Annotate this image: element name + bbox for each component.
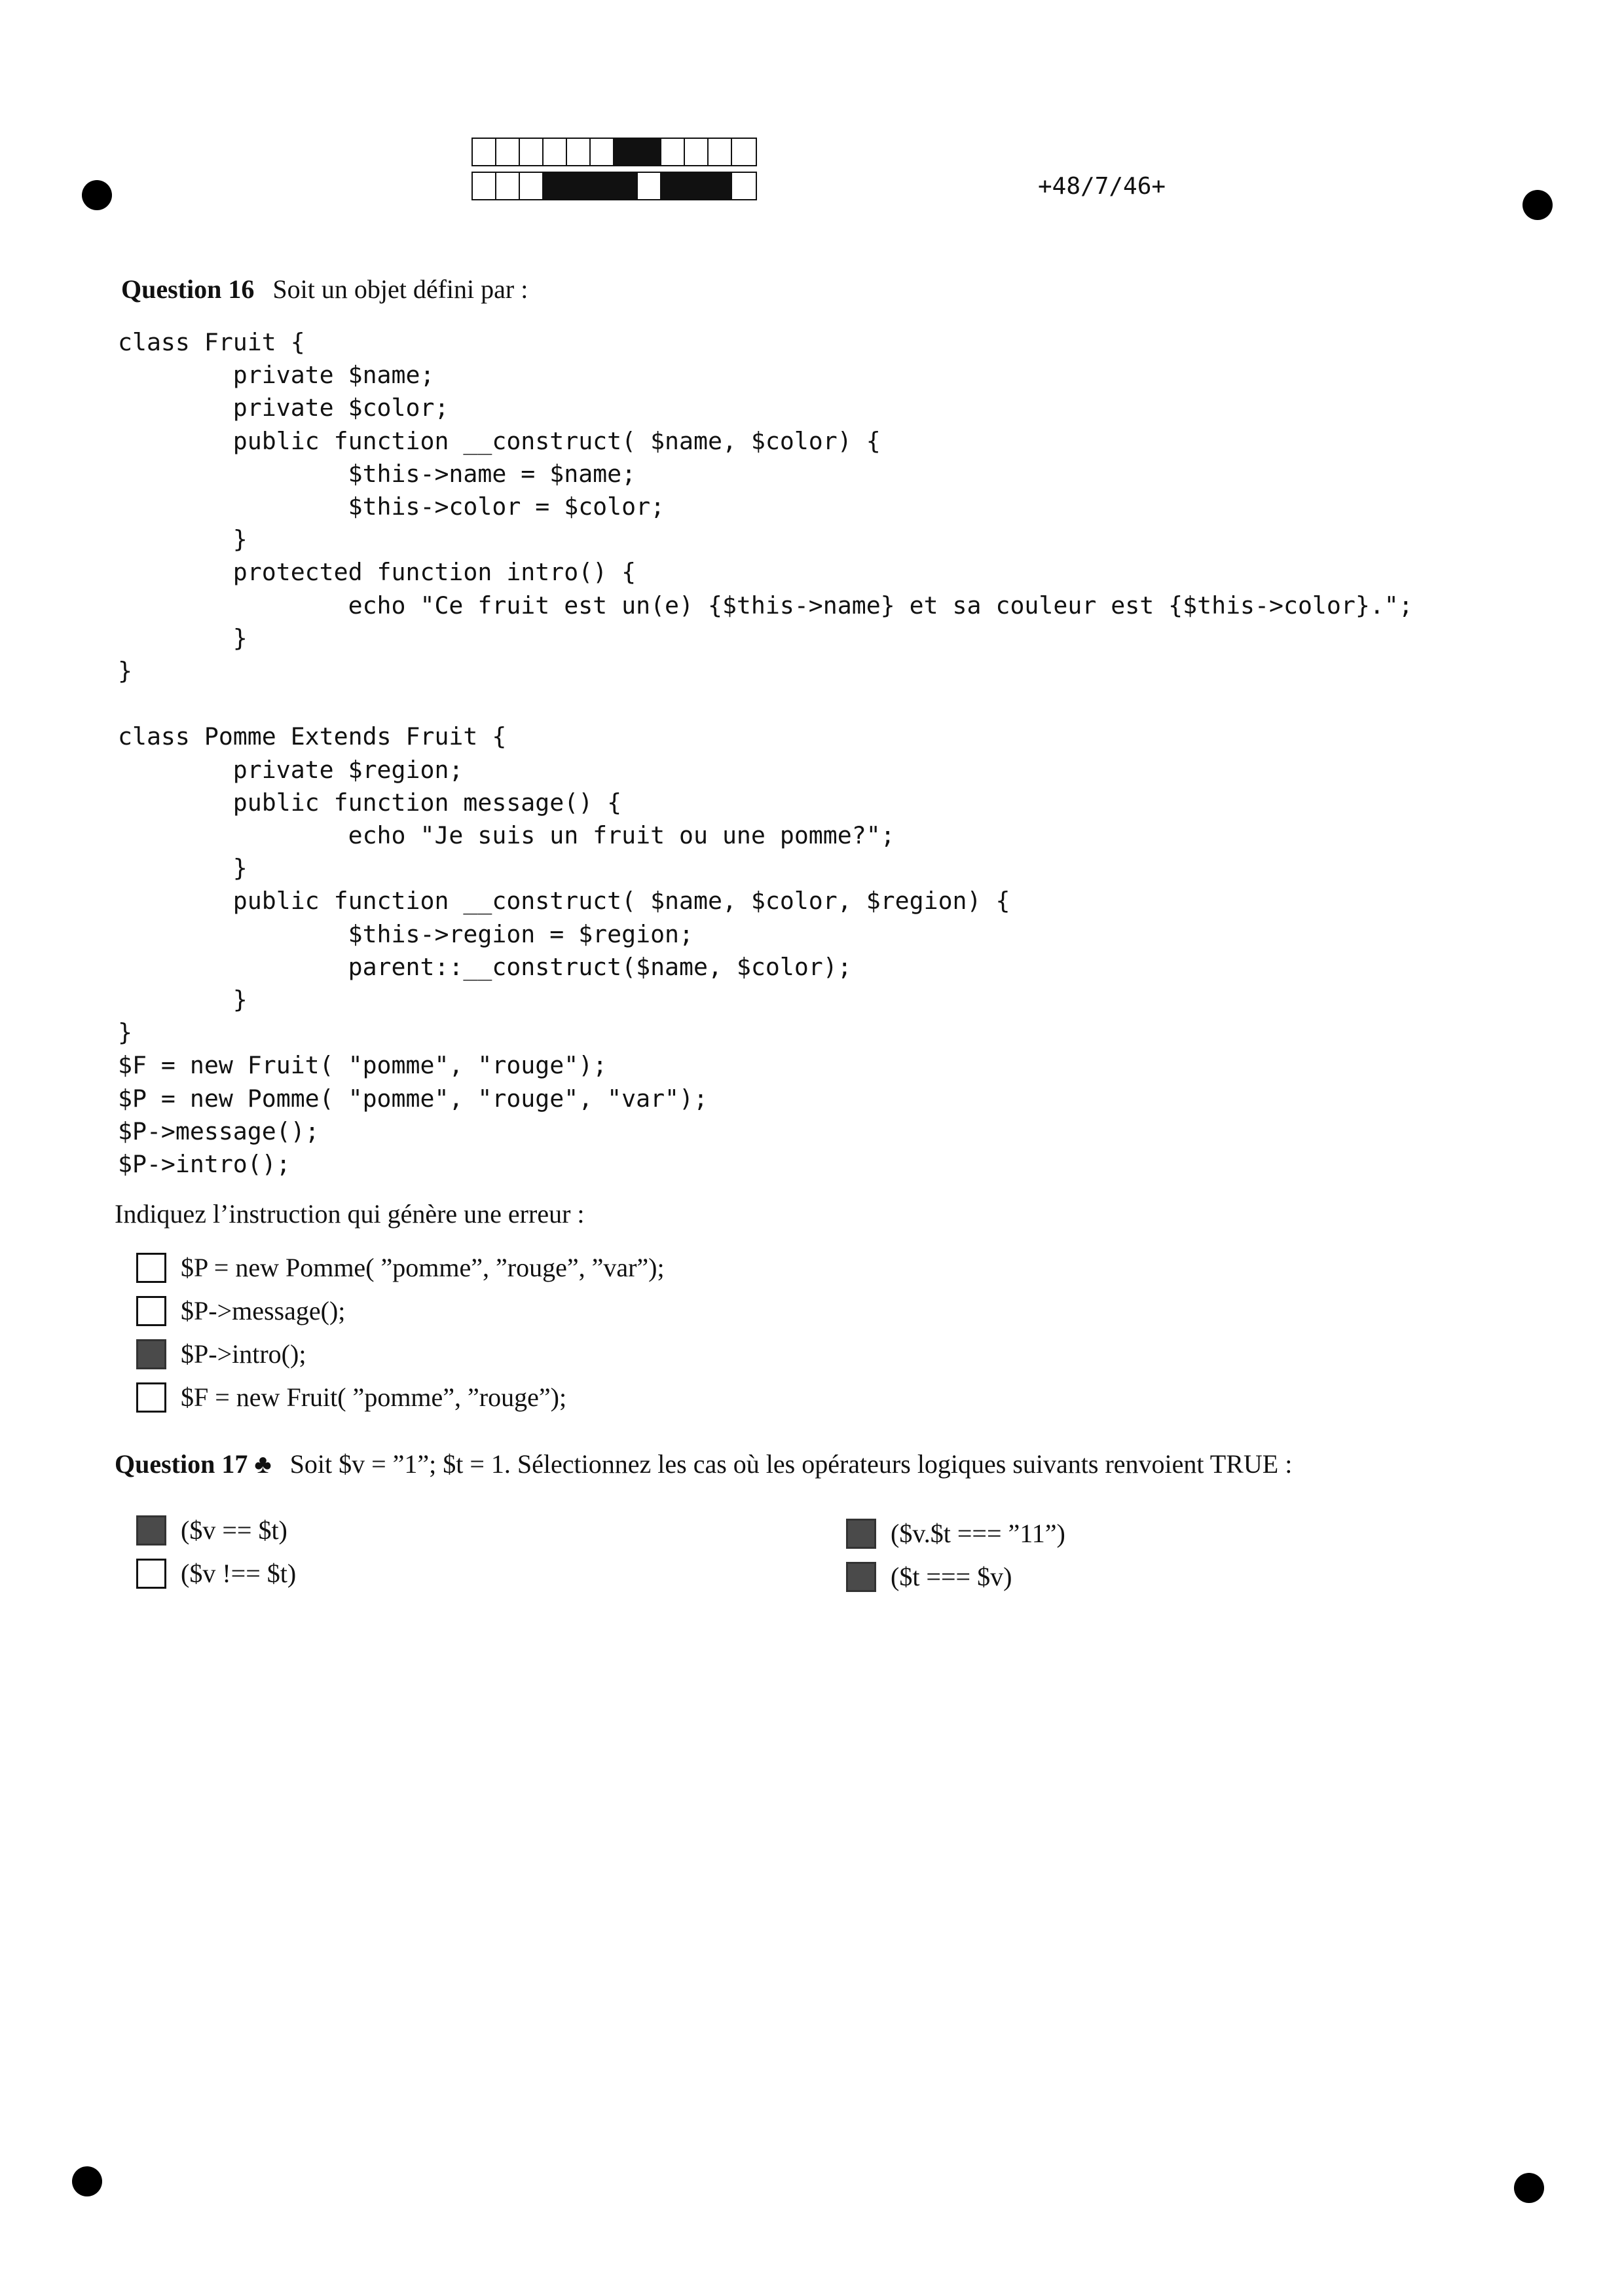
question-17-header xyxy=(115,1449,1292,1479)
code-line: } xyxy=(118,657,132,686)
id-cell xyxy=(591,139,614,165)
checkbox[interactable] xyxy=(846,1519,876,1549)
id-cell xyxy=(473,173,496,199)
checkbox[interactable] xyxy=(136,1296,166,1326)
code-line: } xyxy=(118,854,248,883)
code-line: $P->message(); xyxy=(118,1117,320,1145)
code-line: echo "Je suis un fruit ou une pomme?"; xyxy=(118,821,895,850)
q16-choice-3[interactable] xyxy=(136,1339,306,1369)
question-16-code xyxy=(118,326,1413,1181)
id-cell xyxy=(638,173,661,199)
checkbox[interactable] xyxy=(846,1562,876,1592)
code-line: $F = new Fruit( "pomme", "rouge"); xyxy=(118,1051,608,1080)
q17-choice-4[interactable] xyxy=(846,1561,1012,1592)
id-cell xyxy=(496,139,520,165)
checkbox[interactable] xyxy=(136,1515,166,1546)
code-line: } xyxy=(118,623,248,652)
code-line: public function message() { xyxy=(118,788,622,817)
code-line: echo "Ce fruit est un(e) {$this->name} et sa couleur est {$this->color}."; xyxy=(118,591,1413,620)
checkbox[interactable] xyxy=(136,1382,166,1413)
id-cell xyxy=(614,139,638,165)
code-line: protected function intro() { xyxy=(118,558,637,587)
id-cell xyxy=(732,173,756,199)
registration-mark-bottom-right xyxy=(1514,2173,1544,2203)
id-cell xyxy=(567,173,591,199)
id-cell xyxy=(544,173,567,199)
code-line: parent::__construct($name, $color); xyxy=(118,952,852,981)
q17-choice-2[interactable] xyxy=(136,1558,296,1589)
id-cell xyxy=(732,139,756,165)
code-line: private $color; xyxy=(118,394,449,422)
id-cell xyxy=(520,173,544,199)
code-line: private $name; xyxy=(118,361,435,390)
code-line: } xyxy=(118,986,248,1014)
id-strip-row-1 xyxy=(471,138,757,166)
choice-text: $P = new Pomme( ”pomme”, ”rouge”, ”var”); xyxy=(181,1253,665,1282)
choice-text: $P->message(); xyxy=(181,1296,346,1325)
question-16-header xyxy=(121,274,528,305)
code-line: } xyxy=(118,1018,132,1047)
id-cell xyxy=(685,173,709,199)
id-strip-row-2 xyxy=(471,172,757,200)
registration-mark-top-left xyxy=(82,180,112,210)
question-16-label: Question 16 xyxy=(121,274,255,304)
q16-choice-1[interactable] xyxy=(136,1252,665,1283)
question-16-prompt: Soit un objet défini par : xyxy=(272,274,528,304)
id-cell xyxy=(473,139,496,165)
choice-text: $F = new Fruit( ”pomme”, ”rouge”); xyxy=(181,1382,567,1412)
checkbox[interactable] xyxy=(136,1253,166,1283)
id-cell xyxy=(544,139,567,165)
checkbox[interactable] xyxy=(136,1339,166,1369)
code-line: $this->region = $region; xyxy=(118,919,693,948)
code-line: $P = new Pomme( "pomme", "rouge", "var"); xyxy=(118,1084,708,1113)
id-cell xyxy=(591,173,614,199)
id-cell xyxy=(496,173,520,199)
code-line: private $region; xyxy=(118,755,464,784)
choice-text: ($t === $v) xyxy=(891,1562,1012,1591)
code-line: $this->name = $name; xyxy=(118,459,637,488)
checkbox[interactable] xyxy=(136,1559,166,1589)
code-line: } xyxy=(118,525,248,554)
choice-text: ($v.$t === ”11”) xyxy=(891,1519,1065,1548)
code-line: $P->intro(); xyxy=(118,1150,291,1179)
registration-mark-bottom-left xyxy=(72,2166,102,2196)
choice-text: $P->intro(); xyxy=(181,1339,306,1369)
id-cell xyxy=(638,139,661,165)
id-cell xyxy=(614,173,638,199)
code-line: public function __construct( $name, $color, $region) { xyxy=(118,887,1010,916)
q17-choice-1[interactable] xyxy=(136,1515,287,1546)
id-cell xyxy=(567,139,591,165)
id-cell xyxy=(661,173,685,199)
q16-choice-2[interactable] xyxy=(136,1295,345,1326)
choice-text: ($v !== $t) xyxy=(181,1559,297,1588)
id-cell xyxy=(520,139,544,165)
page-id: +48/7/46+ xyxy=(1038,173,1166,200)
registration-mark-top-right xyxy=(1522,190,1553,220)
club-icon: ♣ xyxy=(254,1449,272,1479)
code-line: public function __construct( $name, $color) { xyxy=(118,426,881,455)
id-cell xyxy=(709,173,732,199)
question-17-label: Question 17 ♣ xyxy=(115,1449,272,1479)
code-line: $this->color = $color; xyxy=(118,492,665,521)
id-cell xyxy=(661,139,685,165)
id-cell xyxy=(685,139,709,165)
q16-choice-4[interactable] xyxy=(136,1382,566,1413)
code-line: class Fruit { xyxy=(118,328,305,356)
code-line: class Pomme Extends Fruit { xyxy=(118,722,507,751)
choice-text: ($v == $t) xyxy=(181,1515,287,1545)
question-17-prompt: Soit $v = ”1”; $t = 1. Sélectionnez les cas où les opérateurs logiques suivants renvoient TRUE : xyxy=(289,1449,1293,1479)
id-cell xyxy=(709,139,732,165)
q17-choice-3[interactable] xyxy=(846,1518,1065,1549)
question-16-question: Indiquez l’instruction qui génère une erreur : xyxy=(115,1199,585,1229)
